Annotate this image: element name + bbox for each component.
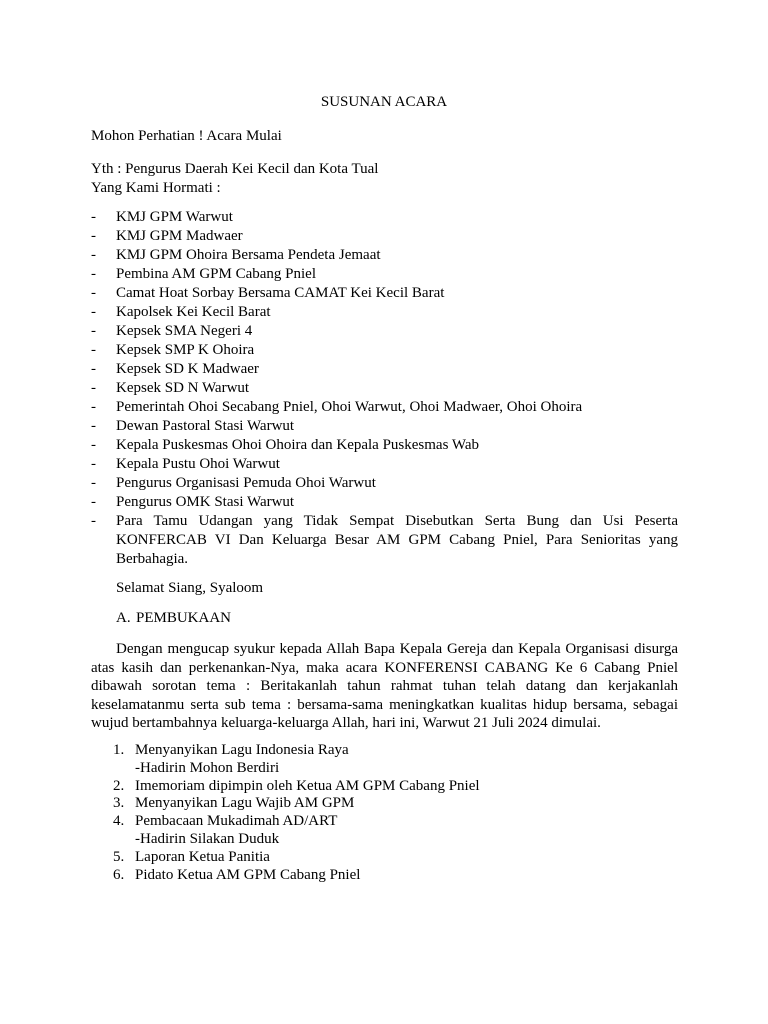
list-item xyxy=(91,341,678,360)
agenda-text: Menyanyikan Lagu Wajib AM GPM xyxy=(135,795,355,812)
announcement-text: Mohon Perhatian ! Acara Mulai xyxy=(91,128,282,144)
dash-bullet: - xyxy=(91,304,96,320)
list-item xyxy=(91,493,678,512)
list-item xyxy=(91,360,678,379)
list-item xyxy=(91,474,678,493)
dash-bullet: - xyxy=(91,323,96,339)
opening-paragraph: Dengan mengucap syukur kepada Allah Bapa Kepala Gereja dan Kepala Organisasi disurga atas kasih dan perkenankan-Nya, maka acara KONFERENSI CABANG Ke 6 Cabang Pniel dibawah sorotan tema : Beritakanlah tahun rahmat tuhan telah datang dan kerjakanlah keselamatanmu serta sub tema : bersama-sama meningkatkan kualitas hidup bersama, sebagai wujud bertambahnya keluarga-keluarga Allah, hari ini, Warwut 21 Juli 2024 dimulai. xyxy=(91,641,678,731)
list-item-text: Para Tamu Udangan yang Tidak Sempat Disebutkan Serta Bung dan Usi Peserta KONFERCAB VI Dan Keluarga Besar AM GPM Cabang Pniel, Para Senioritas yang Berbahagia. xyxy=(116,513,678,567)
list-item-text: KMJ GPM Warwut xyxy=(116,209,233,225)
respected-text: Yang Kami Hormati : xyxy=(91,180,221,196)
addressee-text: Yth : Pengurus Daerah Kei Kecil dan Kota Tual xyxy=(91,161,379,177)
list-item-text: Pembina AM GPM Cabang Pniel xyxy=(116,266,317,282)
list-item-text: Kepala Puskesmas Ohoi Ohoira dan Kepala Puskesmas Wab xyxy=(116,437,480,453)
list-item xyxy=(91,208,678,227)
agenda-number: 4. xyxy=(113,813,125,830)
list-item-text: Pengurus Organisasi Pemuda Ohoi Warwut xyxy=(116,475,376,491)
dash-bullet: - xyxy=(91,342,96,358)
list-item xyxy=(91,379,678,398)
agenda-number: 1. xyxy=(113,742,125,758)
list-item xyxy=(91,398,678,417)
agenda-number: 3. xyxy=(113,795,125,812)
section-heading-pembukaan xyxy=(116,609,231,628)
agenda-item xyxy=(91,795,678,813)
list-item xyxy=(91,303,678,322)
list-item-text: Pemerintah Ohoi Secabang Pniel, Ohoi Warwut, Ohoi Madwaer, Ohoi Ohoira xyxy=(116,399,583,415)
list-item-text: Camat Hoat Sorbay Bersama CAMAT Kei Kecil Barat xyxy=(116,285,445,301)
list-item-text: Pengurus OMK Stasi Warwut xyxy=(116,494,295,510)
honored-guests-list xyxy=(91,208,678,569)
dash-bullet: - xyxy=(91,285,96,301)
dash-bullet: - xyxy=(91,513,96,529)
agenda-text: Pidato Ketua AM GPM Cabang Pniel xyxy=(135,866,361,883)
agenda-text: Pembacaan Mukadimah AD/ART xyxy=(135,813,338,830)
list-item-text: Kepsek SMA Negeri 4 xyxy=(116,323,253,339)
list-item xyxy=(91,284,678,303)
list-item xyxy=(91,455,678,474)
dash-bullet: - xyxy=(91,475,96,491)
list-item xyxy=(91,436,678,455)
agenda-item xyxy=(91,849,678,867)
agenda-item xyxy=(91,813,678,849)
list-item-text: Kepala Pustu Ohoi Warwut xyxy=(116,456,280,472)
dash-bullet: - xyxy=(91,209,96,225)
list-item xyxy=(91,246,678,265)
agenda-text: Laporan Ketua Panitia xyxy=(135,848,270,865)
list-item xyxy=(91,227,678,246)
dash-bullet: - xyxy=(91,247,96,263)
agenda-number: 2. xyxy=(113,777,125,794)
agenda-subnote: -Hadirin Silakan Duduk xyxy=(135,830,280,847)
agenda-text: Imemoriam dipimpin oleh Ketua AM GPM Cabang Pniel xyxy=(135,777,480,794)
dash-bullet: - xyxy=(91,437,96,453)
agenda-item xyxy=(91,742,678,778)
list-item-text: Kepsek SD N Warwut xyxy=(116,380,250,396)
agenda-number: 5. xyxy=(113,848,125,865)
list-item-text: KMJ GPM Madwaer xyxy=(116,228,243,244)
agenda-item xyxy=(91,867,678,885)
list-item-text: Kepsek SMP K Ohoira xyxy=(116,342,255,358)
agenda-item xyxy=(91,778,678,796)
agenda-number: 6. xyxy=(113,866,125,883)
dash-bullet: - xyxy=(91,399,96,415)
list-item-text: KMJ GPM Ohoira Bersama Pendeta Jemaat xyxy=(116,247,381,263)
list-item xyxy=(91,265,678,284)
dash-bullet: - xyxy=(91,361,96,377)
dash-bullet: - xyxy=(91,266,96,282)
dash-bullet: - xyxy=(91,228,96,244)
agenda-text: Menyanyikan Lagu Indonesia Raya xyxy=(135,742,349,758)
section-title: PEMBUKAAN xyxy=(136,610,232,626)
section-letter: A. xyxy=(116,610,131,626)
list-item-text: Kepsek SD K Madwaer xyxy=(116,361,259,377)
agenda-subnote: -Hadirin Mohon Berdiri xyxy=(135,759,280,776)
agenda-list xyxy=(91,742,678,884)
dash-bullet: - xyxy=(91,418,96,434)
document-title: SUSUNAN ACARA xyxy=(320,94,448,110)
list-item-text: Kapolsek Kei Kecil Barat xyxy=(116,304,271,320)
dash-bullet: - xyxy=(91,456,96,472)
list-item xyxy=(91,417,678,436)
dash-bullet: - xyxy=(91,494,96,510)
dash-bullet: - xyxy=(91,380,96,396)
greeting-text: Selamat Siang, Syaloom xyxy=(116,580,264,596)
list-item xyxy=(91,512,678,569)
list-item xyxy=(91,322,678,341)
list-item-text: Dewan Pastoral Stasi Warwut xyxy=(116,418,295,434)
